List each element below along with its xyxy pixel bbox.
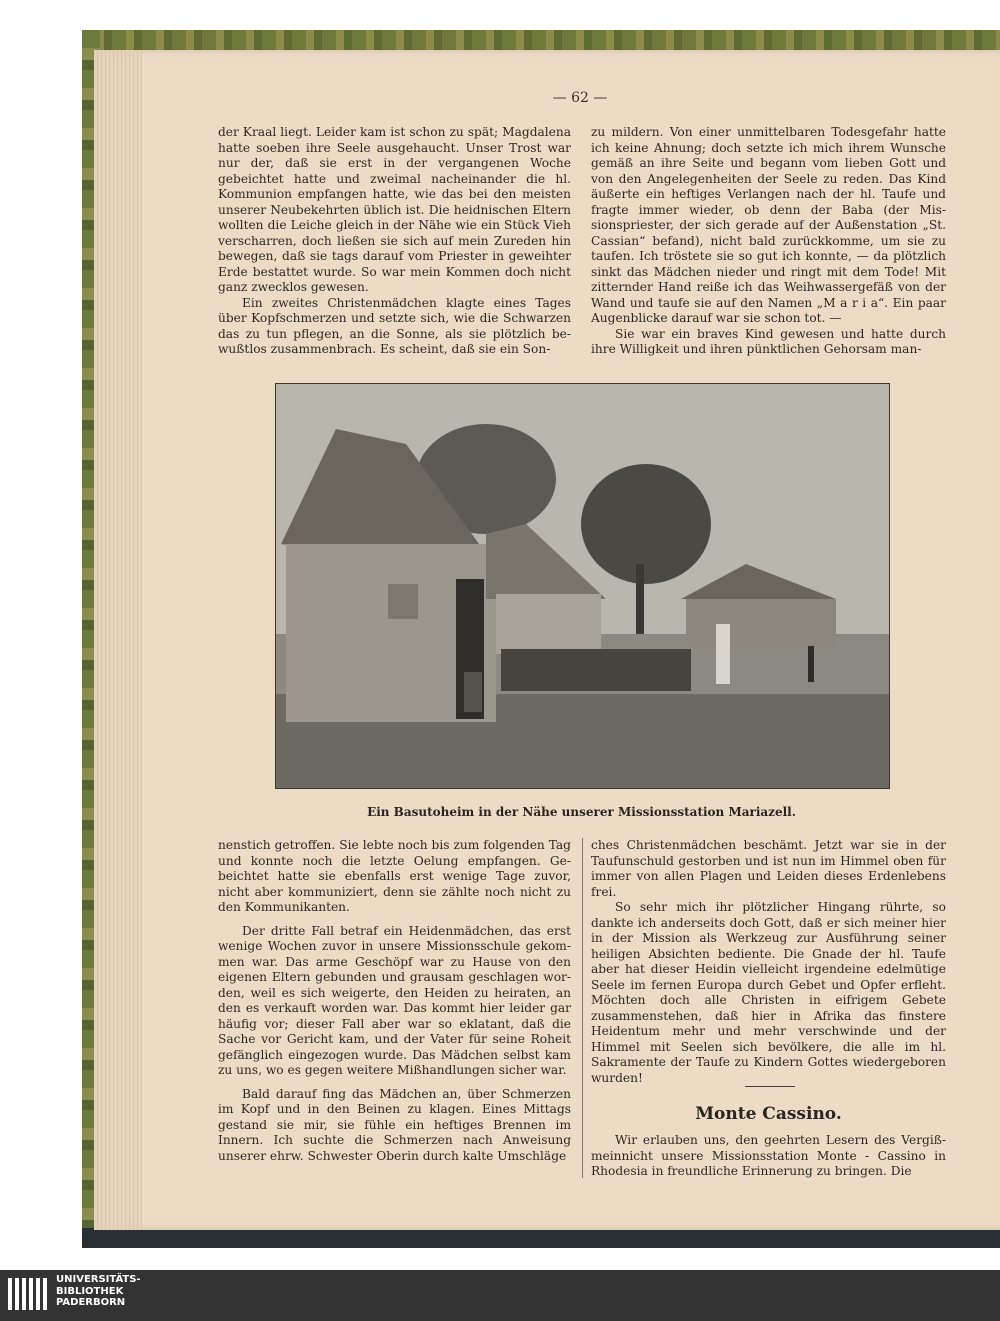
library-name-line: BIBLIOTHEK (56, 1285, 124, 1297)
paragraph: Bald darauf fing das Mädchen an, über Schmerzen im Kopf und in den Beinen zu klagen. Eines Mittags gestand sie mir, sie fühle ein heftiges Brennen im Innern. Ich suchte die Schmerzen nach Anweisung unserer ehrw. Schwester Oberin durch kalte Umschläge (218, 1086, 571, 1163)
page-edge-stack (94, 50, 142, 1230)
photo-basuto-homestead (275, 383, 890, 789)
book-cover-bottom (82, 1228, 1000, 1248)
paragraph: So sehr mich ihr plötzlicher Hingang rührte, so dankte ich anderseits doch Gott, daß er sich meiner hier in der Mission als Werkzeug zur Ausführung seiner heiligen Absichten bediente. Die Gnade der hl. Taufe aber hat dieser Heidin vielleicht irgendeine edelmütige Seele im fernen Europa durch Gebet und Opfer erfleht. Möchten doch alle Christen in eifrigem Gebete zusammenstehen, daß hier in Afrika das finstere Heidentum mehr und mehr verschwinde und der Himmel mit Seelen sich bevölkere, die alle im hl. Sakramente der Taufe zu Kindern Gottes wiedergeboren wurden! (591, 900, 946, 1085)
library-name (56, 1274, 141, 1309)
section-separator (745, 1086, 795, 1087)
paragraph: ches Christenmädchen beschämt. Jetzt war sie in der Taufunschuld gestorben und ist nun im Himmel oben für immer von allen Plagen und Leiden dieses Erdenlebens frei. (591, 838, 946, 899)
column-bottom-left (218, 838, 571, 1164)
library-footer-bar (0, 1270, 1000, 1321)
page-number: — 62 — (552, 90, 608, 106)
paragraph: Sie war ein braves Kind gewesen und hatte durch ihre Willigkeit und ihren pünktlichen Gehorsam man- (591, 326, 946, 356)
column-top-right (591, 125, 946, 358)
column-bottom-right (591, 838, 946, 1086)
column-divider (582, 838, 583, 1178)
paragraph: Der dritte Fall betraf ein Heidenmädchen, das erst wenige Wochen zuvor in unsere Missionsschule gekommen war. Das arme Geschöpf war zu Hause von den eigenen Eltern gebunden und grausam geschlagen worden, weil es sich weigerte, den Heiden zu heiraten, an den es verkauft worden war. Das kommt hier leider gar häufig vor; dieser Fall aber war so eklatant, daß die Sache vor Gericht kam, und der Vater für seine Roheit gefänglich eingezogen wurde. Das Mädchen selbst kam zu uns, wo es gegen weitere Mißhandlungen sicher war. (218, 923, 571, 1077)
paragraph: nenstich getroffen. Sie lebte noch bis zum folgenden Tag und konnte noch die letzte Oelung empfangen. Gebeichtet hatte sie ebenfalls erst wenige Tage zuvor, nicht aber kommuniziert, denn sie zählte noch nicht zu den Kommunikanten. (218, 838, 571, 914)
paragraph: Ein zweites Christenmädchen klagte eines Tages über Kopfschmerzen und setzte sich, wie die Schwarzen das zu tun pflegen, an die Sonne, als sie plötzlich bewußtlos zusammenbrach. Es scheint, daß sie ein Son- (218, 295, 571, 356)
photo-caption: Ein Basutoheim in der Nähe unserer Missionsstation Mariazell. (367, 805, 796, 819)
paragraph: zu mildern. Von einer unmittelbaren Todesgefahr hatte ich keine Ahnung; doch setzte ich mich ihrem Wunsche gemäß an ihre Seite und begann vom lieben Gott und von den Angelegenheiten der Seele zu reden. Das Kind äußerte ein heftiges Verlangen nach der hl. Taufe und fragte immer wieder, ob denn der Baba (der Missionspriester, der sich gerade auf der Außenstation „St. Cassian“ befand), nicht bald zurückkomme, um sie zu taufen. Ich tröstete sie so gut ich konnte, — da plötzlich sinkt das Mädchen nieder und ringt mit dem Tode! Mit zitternder Hand reiße ich das Weihwassergefäß von der Wand und taufe sie auf den Namen „M a r i a“. Ein paar Augenblicke darauf war sie schon tot. — (591, 125, 946, 325)
library-name-line: UNIVERSITÄTS- (56, 1274, 141, 1285)
section-intro-column (591, 1133, 946, 1180)
library-name-line: PADERBORN (56, 1297, 126, 1308)
paragraph: Wir erlauben uns, den geehrten Lesern des Vergißmeinnicht unsere Missionsstation Monte - Cassino in Rhodesia in freundliche Erinnerung zu bringen. Die (591, 1133, 946, 1178)
library-logo-icon (6, 1274, 50, 1314)
section-title: Monte Cassino. (695, 1104, 842, 1124)
column-top-left (218, 125, 571, 358)
paragraph: der Kraal liegt. Leider kam ist schon zu spät; Magdalena hatte soeben ihre Seele ausgehaucht. Unser Trost war nur der, daß sie erst in der vergangenen Woche gebeichtet hatte und zweimal nacheinander die hl. Kommunion empfangen hatte, wie das bei den meisten unserer Neubekehrten üblich ist. Die heidnischen Eltern wollten die Leiche gleich in der Nähe wie ein Stück Vieh verscharren, doch ließen sie sich auf mein Zureden hin bewegen, daß sie tags darauf vom Priester in geweihter Erde bestattet wurde. So war mein Kommen doch nicht ganz zwecklos gewesen. (218, 125, 571, 294)
